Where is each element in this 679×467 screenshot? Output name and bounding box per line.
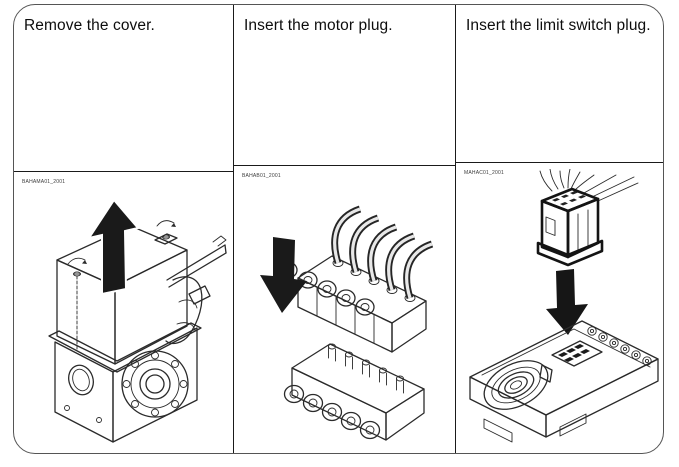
screw-rotation-icon xyxy=(68,258,87,276)
plug-wires xyxy=(334,209,431,298)
instruction-text: Insert the limit switch plug. xyxy=(456,5,664,163)
terminal-screws xyxy=(588,327,651,365)
instruction-text: Remove the cover. xyxy=(14,5,233,172)
down-arrow-icon xyxy=(546,269,588,335)
rotary-dial xyxy=(476,351,556,419)
figure-code: BAHAB01_2001 xyxy=(242,173,281,179)
control-unit xyxy=(470,321,658,442)
motor-plug-illustration xyxy=(240,182,450,444)
terminal-block xyxy=(284,344,424,440)
panel-limit-switch-plug xyxy=(455,5,664,453)
cover-removal-illustration xyxy=(21,184,227,453)
instruction-text: Insert the motor plug. xyxy=(234,5,455,166)
panel-motor-plug xyxy=(233,5,455,453)
figure-cell xyxy=(234,166,455,453)
figure-cell xyxy=(14,172,233,453)
limit-switch-plug xyxy=(538,189,602,265)
figure-code: BAHAMA01_2001 xyxy=(22,179,66,185)
down-arrow-icon xyxy=(260,237,307,313)
figure-cell xyxy=(456,163,664,453)
output-flange xyxy=(122,351,188,417)
instruction-sheet xyxy=(13,4,664,454)
figure-code: MAHAC01_2001 xyxy=(464,170,504,176)
up-arrow-icon xyxy=(89,200,138,294)
limit-switch-illustration xyxy=(456,169,664,443)
socket-grid xyxy=(552,341,602,366)
panel-remove-cover xyxy=(14,5,233,453)
